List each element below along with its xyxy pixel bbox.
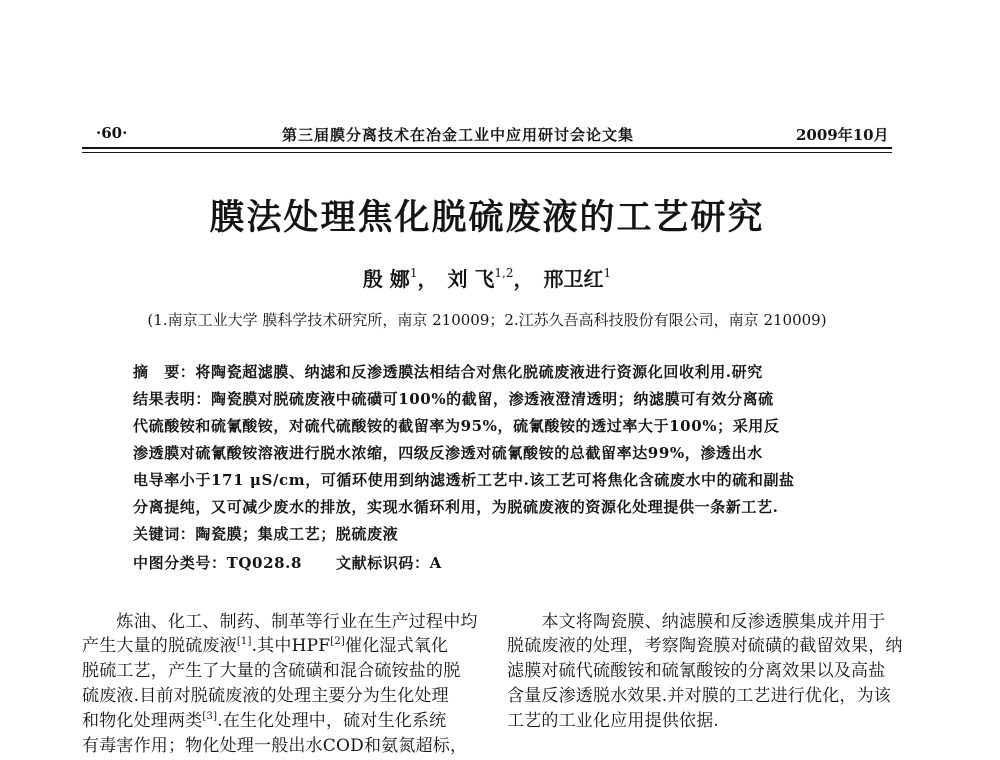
author-name: 邢卫红 [543,267,604,291]
body-line: 脱硫工艺，产生了大量的含硫磺和混合硫铵盐的脱 [82,661,461,681]
body-line: 和物化处理两类[3].在生化处理中，硫对生化系统 [82,711,447,731]
header-date: 2009年10月 [796,126,889,144]
author-affil-sup: 1 [603,266,612,280]
body-line: 硫废液.目前对脱硫废液的处理主要分为生化处理 [82,686,449,706]
citation-ref: [1] [236,636,252,647]
page-number: ·60· [96,124,128,142]
citation-ref: [3] [202,711,218,722]
author-list: 殷 娜$^1$， 刘 飞$^{1,2}$， 邢卫红$^1$ [362,266,612,291]
citation-ref: [2] [330,636,346,647]
abstract-line: 分离提纯，又可减少废水的排放，实现水循环利用，为脱硫废液的资源化处理提供一条新工艺. [133,498,779,516]
abstract-line: 渗透膜对硫氰酸铵溶液进行脱水浓缩，四级反渗透对硫氰酸铵的总截留率达99%，渗透出水 [133,444,763,462]
body-line: 工艺的工业化应用提供依据. [507,711,720,731]
author-name: 殷 娜 [362,267,410,291]
abstract-text: 将陶瓷超滤膜、纳滤和反渗透膜法相结合对焦化脱硫废液进行资源化回收利用.研究 [195,363,763,381]
keywords-label: 关键词： [133,525,196,543]
classification-line [133,552,849,573]
header-rule [82,147,892,149]
keywords-line [133,523,849,544]
abstract-label: 摘 要： [133,363,196,381]
affiliation: (1.南京工业大学 膜科学技术研究所，南京 210009；2.江苏久吾高科技股份有限公司，南京 210009) [147,311,827,329]
author-affil-sup: 1 [409,266,418,280]
abstract-line [133,361,849,382]
body-line: 滤膜对硫代硫酸铵和硫氰酸铵的分离效果以及高盐 [507,661,886,681]
paper-title: 膜法处理焦化脱硫废液的工艺研究 [209,197,765,238]
abstract-line: 结果表明：陶瓷膜对脱硫废液中硫磺可100%的截留，渗透液澄清透明；纳滤膜可有效分离硫 [133,390,774,408]
body-line: 含量反渗透脱水效果.并对膜的工艺进行优化，为该 [507,686,892,706]
body-line: 本文将陶瓷膜、纳滤膜和反渗透膜集成并用于 [507,612,886,632]
body-line: 有毒害作用；物化处理一般出水COD和氨氮超标， [82,736,468,756]
clc-value: TQ028.8 [226,554,303,572]
header-rule-thin [82,152,892,153]
abstract-line: 代硫酸铵和硫氰酸铵，对硫代硫酸铵的截留率为95%，硫氰酸铵的透过率大于100%；采用反 [133,417,780,435]
body-line: 炼油、化工、制药、制革等行业在生产过程中均 [82,612,478,632]
body-line: 产生大量的脱硫废液[1].其中HPF[2]催化湿式氧化 [82,636,449,656]
clc-label: 中图分类号： [133,554,227,572]
body-line: 脱硫废液的处理，考察陶瓷膜对硫磺的截留效果，纳 [507,636,903,656]
author-affil-sup: 1,2 [494,266,514,280]
author-name: 刘 飞 [447,267,495,291]
doc-code-value: A [429,554,442,572]
running-header: 第三届膜分离技术在冶金工业中应用研讨会论文集 [282,126,635,144]
doc-code-label: 文献标识码： [336,554,430,572]
keywords-text: 陶瓷膜；集成工艺；脱硫废液 [195,525,399,543]
abstract-line: 电导率小于171 μS/cm，可循环使用到纳滤透析工艺中.该工艺可将焦化含硫废水中的硫和副盐 [133,471,795,489]
